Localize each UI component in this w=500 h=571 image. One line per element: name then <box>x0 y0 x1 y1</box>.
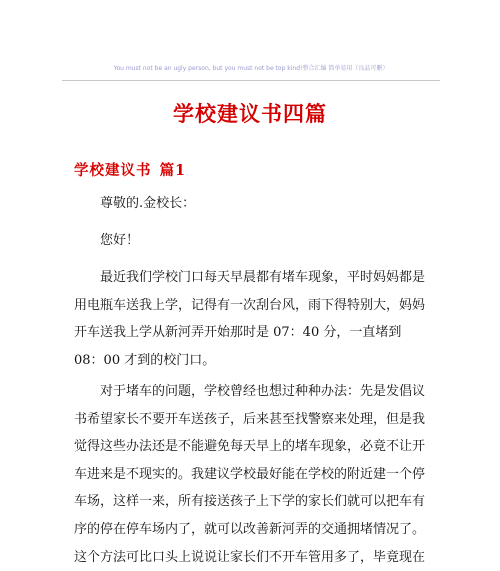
paragraph-line: 书希望家长不要开车送孩子，后来甚至找警察来处理，但是我 <box>74 411 426 427</box>
paragraph-line: 最近我们学校门口每天早晨都有堵车现象，平时妈妈都是 <box>100 270 426 285</box>
section-number: 篇1 <box>159 162 187 179</box>
salutation <box>74 190 426 218</box>
header-divider <box>62 80 440 81</box>
salutation-text: 尊敬的.金校长： <box>100 196 196 211</box>
section-heading <box>74 159 186 180</box>
paragraph-1 <box>74 264 426 374</box>
document-title: 学校建议书四篇 <box>173 101 327 126</box>
paragraph-line: 车场，这样一来，所有接送孩子上下学的家长们就可以把车有 <box>74 494 426 510</box>
paragraph-line: 这个方法可比口头上说说让家长们不开车管用多了，毕竟现在 <box>74 549 426 565</box>
paragraph-line: 08：00 才到的校门口。 <box>74 352 216 368</box>
paragraph-line: 序的停在停车场内了，就可以改善新河弄的交通拥堵情况了。 <box>74 521 426 537</box>
header-watermark: You must not be an ugly person, but you must not be top kind!整合汇编 简单易用（良品可删） <box>113 65 389 72</box>
greeting <box>74 227 426 255</box>
greeting-text: 您好！ <box>100 233 140 248</box>
paragraph-line: 对于堵车的问题，学校曾经也想过种种办法：先是发倡议 <box>100 384 426 399</box>
paragraph-line: 开车送我上学从新河弄开始那时是 07：40 分，一直堵到 <box>74 325 402 341</box>
paragraph-2 <box>74 378 426 571</box>
paragraph-line: 觉得这些办法还是不能避免每天早上的堵车现象，必竟不让开 <box>74 439 426 455</box>
paragraph-line: 车进来是不现实的。我建议学校最好能在学校的附近建一个停 <box>74 466 426 482</box>
section-label: 学校建议书 <box>74 162 152 179</box>
paragraph-line: 用电瓶车送我上学，记得有一次刮台风，雨下得特别大，妈妈 <box>74 297 426 313</box>
